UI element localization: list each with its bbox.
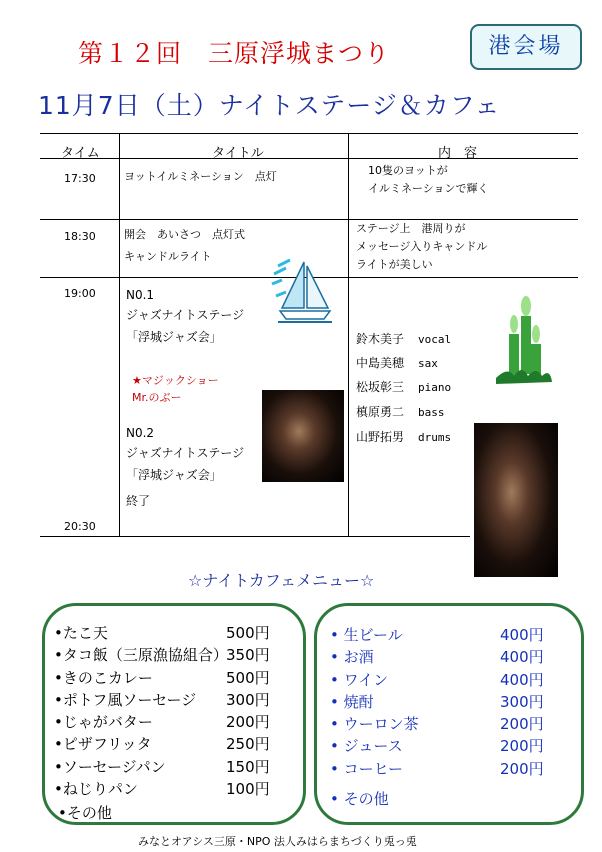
candle-icon <box>494 294 554 394</box>
drink-menu-item <box>330 758 544 780</box>
row-end-time: 20:30 <box>64 520 96 533</box>
food-menu-item <box>54 733 270 755</box>
program-line: 「浮城ジャズ会」 <box>126 468 222 482</box>
program-line: N0.2 <box>126 426 155 440</box>
column-divider <box>348 133 349 537</box>
row-divider <box>40 219 578 220</box>
food-other: •その他 <box>58 804 112 822</box>
band-member: 鈴木美子 vocal <box>356 332 452 346</box>
event-subtitle: 11月7日（土）ナイトステージ＆カフェ <box>38 91 501 120</box>
vocalist-photo <box>262 390 344 482</box>
magic-show-line: ★マジックショー <box>132 374 219 387</box>
row-content-line: 10隻のヨットが <box>368 164 448 177</box>
food-menu-item <box>54 622 270 644</box>
row-time: 18:30 <box>64 230 96 243</box>
food-price: 350円 <box>226 646 270 665</box>
drink-menu-list <box>330 624 544 780</box>
drink-menu-item <box>330 735 544 757</box>
food-price: 150円 <box>226 757 270 776</box>
food-name: •タコ飯（三原漁協組合） <box>54 646 228 665</box>
header-title: タイトル <box>212 146 264 161</box>
menu-title: ☆ナイトカフェメニュー☆ <box>188 571 375 590</box>
drink-menu-item <box>330 713 544 735</box>
food-price: 500円 <box>226 624 270 642</box>
drink-price: 200円 <box>500 715 544 734</box>
drink-name: • 焼酎 <box>330 692 374 711</box>
program-line: ジャズナイトステージ <box>126 308 245 322</box>
band-member: 中島美穂 sax <box>356 356 438 370</box>
food-menu-item <box>54 711 270 733</box>
food-menu-item <box>54 667 270 689</box>
drink-other: • その他 <box>330 790 389 808</box>
food-menu-list <box>54 622 270 800</box>
drink-menu-item <box>330 624 544 646</box>
footer-organizer: みなとオアシス三原・NPO 法人みはらまちづくり兎っ兎 <box>138 835 417 848</box>
table-top-border <box>40 133 578 134</box>
drink-menu-item <box>330 669 544 691</box>
drink-name: • ワイン <box>330 670 389 689</box>
sailboat-icon <box>268 256 342 328</box>
column-divider <box>119 133 120 537</box>
food-name: •ねじりパン <box>54 780 138 799</box>
food-price: 300円 <box>226 690 270 709</box>
magic-show-line: Mr.のぶー <box>132 391 182 404</box>
table-header-border <box>40 158 578 159</box>
drink-price: 200円 <box>500 737 544 756</box>
row-title: ヨットイルミネーション 点灯 <box>124 170 277 183</box>
row-content-line: メッセージ入りキャンドル <box>356 240 488 253</box>
drink-name: • コーヒー <box>330 759 404 778</box>
event-title: 第１２回 三原浮城まつり <box>78 39 391 68</box>
row-title-line: キャンドルライト <box>124 250 212 263</box>
food-name: •じゃがバター <box>54 713 153 732</box>
table-bottom-border <box>40 536 470 537</box>
band-member: 槙原勇二 bass <box>356 405 445 419</box>
food-price: 250円 <box>226 735 270 754</box>
drink-price: 300円 <box>500 692 544 711</box>
drink-name: • 生ビール <box>330 626 403 644</box>
food-name: •ポトフ風ソーセージ <box>54 690 197 709</box>
food-price: 100円 <box>226 780 270 799</box>
drink-menu-item <box>330 646 544 668</box>
food-name: •ピザフリッタ <box>54 735 152 754</box>
food-name: •きのこカレー <box>54 668 153 687</box>
food-menu-item <box>54 756 270 778</box>
food-price: 200円 <box>226 713 270 732</box>
drink-price: 400円 <box>500 648 544 667</box>
row-content-line: イルミネーションで輝く <box>368 182 489 195</box>
drink-price: 400円 <box>500 670 544 689</box>
program-line: ジャズナイトステージ <box>126 446 245 460</box>
food-menu-item <box>54 778 270 800</box>
header-content: 内 容 <box>438 146 478 161</box>
program-end: 終了 <box>126 494 151 508</box>
row-content-line: ライトが美しい <box>356 258 433 271</box>
row-time: 17:30 <box>64 172 96 185</box>
food-price: 500円 <box>226 668 270 687</box>
header-time: タイム <box>61 146 100 161</box>
food-name: •たこ天 <box>54 624 108 642</box>
saxophonist-photo <box>474 423 558 577</box>
drink-price: 200円 <box>500 759 544 778</box>
program-line: N0.1 <box>126 288 155 302</box>
drink-name: • ウーロン茶 <box>330 715 419 734</box>
drink-price: 400円 <box>500 626 544 644</box>
food-name: •ソーセージパン <box>54 757 166 776</box>
venue-badge: 港会場 <box>470 24 582 70</box>
row-time: 19:00 <box>64 287 96 300</box>
band-member: 松坂彰三 piano <box>356 380 452 394</box>
row-title-line: 開会 あいさつ 点灯式 <box>124 228 245 241</box>
drink-name: • ジュース <box>330 737 403 756</box>
program-line: 「浮城ジャズ会」 <box>126 330 222 344</box>
food-menu-item <box>54 644 270 666</box>
row-content-line: ステージ上 港周りが <box>356 222 466 235</box>
drink-name: • お酒 <box>330 648 374 667</box>
food-menu-item <box>54 689 270 711</box>
drink-menu-item <box>330 691 544 713</box>
band-member: 山野拓男 drums <box>356 430 452 444</box>
